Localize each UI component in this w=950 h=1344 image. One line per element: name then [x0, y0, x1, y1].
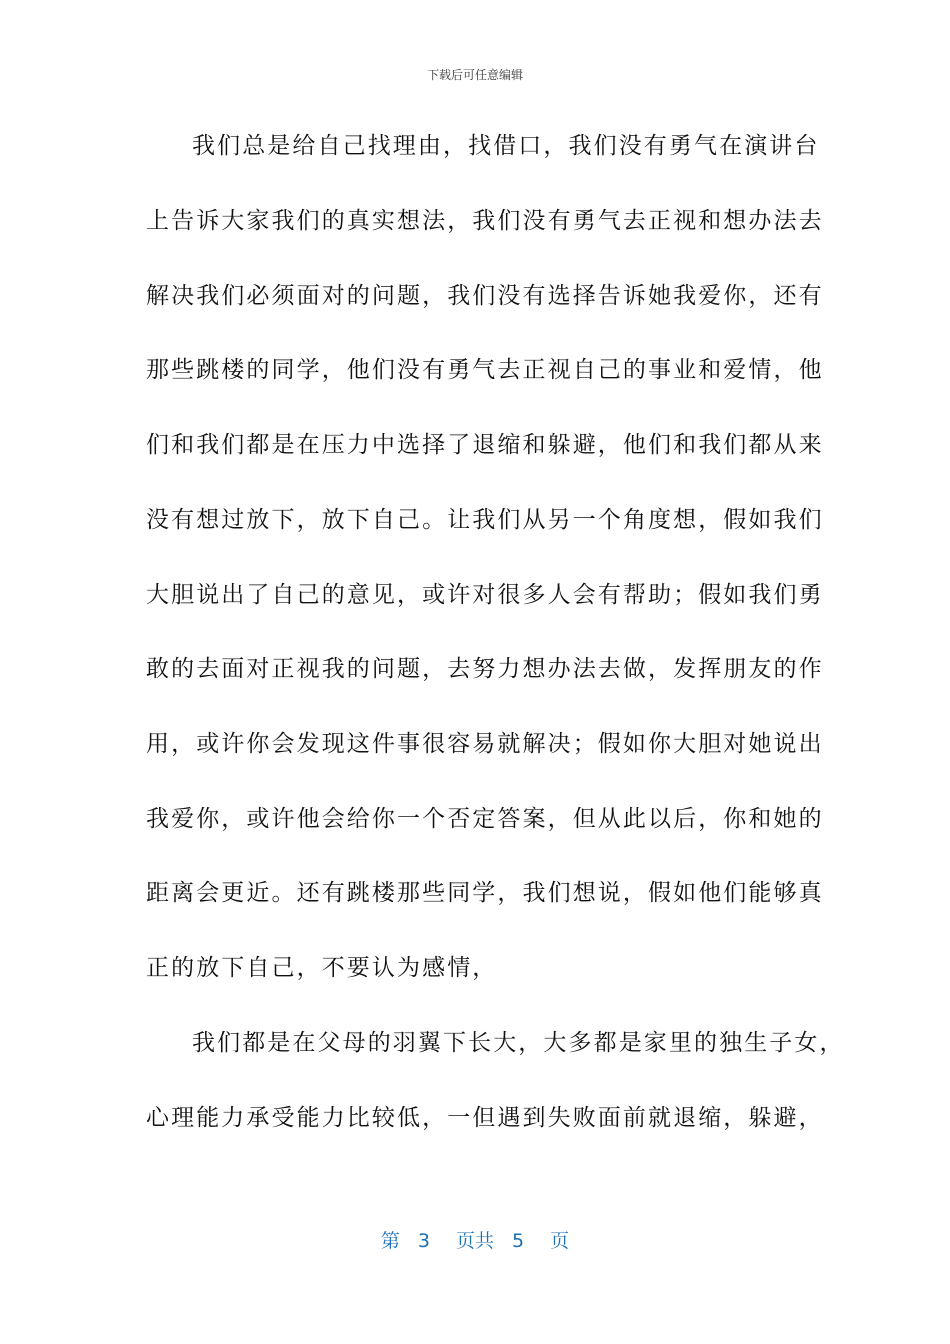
paragraph-line: 们和我们都是在压力中选择了退缩和躲避，他们和我们都从来: [146, 432, 824, 458]
current-page-number: 3: [417, 1230, 430, 1252]
page-number-footer: [0, 1226, 950, 1253]
paragraph-line: 上告诉大家我们的真实想法，我们没有勇气去正视和想办法去: [146, 208, 824, 234]
paragraph-line: 我们总是给自己找理由，找借口，我们没有勇气在演讲台: [192, 133, 820, 159]
paragraph-line: 敢的去面对正视我的问题，去努力想办法去做，发挥朋友的作: [146, 656, 824, 682]
paragraph-line: 用，或许你会发现这件事很容易就解决；假如你大胆对她说出: [146, 731, 824, 757]
total-pages-number: 5: [512, 1230, 525, 1252]
paragraph-line: 我爱你，或许他会给你一个否定答案，但从此以后，你和她的: [146, 806, 824, 832]
paragraph-line: 正的放下自己，不要认为感情，: [146, 955, 498, 981]
paragraph-line: 距离会更近。还有跳楼那些同学，我们想说，假如他们能够真: [146, 880, 824, 906]
footer-middle: 页共: [455, 1230, 494, 1252]
paragraph-line: 大胆说出了自己的意见，或许对很多人会有帮助；假如我们勇: [146, 582, 824, 608]
paragraph-line: 我们都是在父母的羽翼下长大，大多都是家里的独生子女，: [192, 1030, 845, 1056]
paragraph-line: 没有想过放下，放下自己。让我们从另一个角度想，假如我们: [146, 507, 824, 533]
footer-prefix: 第: [380, 1230, 400, 1252]
page-header: 下载后可任意编辑: [426, 68, 523, 82]
paragraph-line: 解决我们必须面对的问题，我们没有选择告诉她我爱你，还有: [146, 283, 824, 309]
paragraph-line: 心理能力承受能力比较低，一但遇到失败面前就退缩，躲避，: [146, 1105, 824, 1131]
paragraph-line: 那些跳楼的同学，他们没有勇气去正视自己的事业和爱情，他: [146, 357, 824, 383]
footer-suffix: 页: [550, 1230, 570, 1252]
